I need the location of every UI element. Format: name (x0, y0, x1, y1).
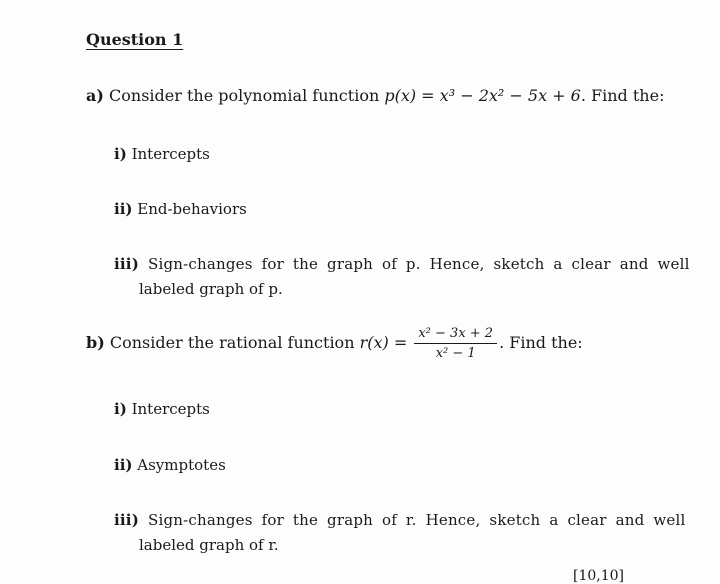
part-a-item-3 (114, 255, 690, 273)
part-a-outro: . Find the: (580, 86, 665, 105)
part-a-item-2-num: ii) (114, 200, 133, 218)
part-a-item-1 (114, 145, 210, 163)
part-b-fraction (414, 326, 497, 361)
part-a-function: p(x) = x³ − 2x² − 5x + 6 (384, 86, 581, 105)
question-title: Question 1 (86, 30, 184, 49)
part-b-item-3-continuation: labeled graph of r. (139, 536, 279, 554)
part-a-item-3-num: iii) (114, 255, 139, 273)
part-b-outro: . Find the: (499, 333, 583, 352)
part-b-item-1-num: i) (114, 400, 127, 418)
part-b-item-1 (114, 400, 210, 418)
part-a-item-3-continuation: labeled graph of p. (139, 280, 283, 298)
part-a-item-2 (114, 200, 247, 218)
marks-allocation: [10,10] (573, 568, 625, 584)
part-a-statement (86, 86, 664, 105)
part-b-function-lhs: r(x) = (359, 333, 408, 352)
part-b-item-3-text: Sign-changes for the graph of r. Hence, sketch a clear and well (147, 511, 686, 529)
part-b-item-3 (114, 511, 686, 529)
part-b-item-2-num: ii) (114, 456, 133, 474)
part-b-numerator: x² − 3x + 2 (414, 326, 497, 344)
part-a-item-2-text: End-behaviors (137, 200, 247, 218)
part-b-label: b) (86, 333, 105, 352)
part-a-item-3-text: Sign-changes for the graph of p. Hence, sketch a clear and well (147, 255, 690, 273)
part-b-denominator: x² − 1 (435, 346, 476, 361)
part-a-label: a) (86, 86, 104, 105)
part-b-item-2-text: Asymptotes (137, 456, 226, 474)
part-b-statement (86, 326, 583, 361)
part-a-item-1-num: i) (114, 145, 127, 163)
part-a-item-1-text: Intercepts (131, 145, 210, 163)
part-b-item-2 (114, 456, 226, 474)
part-b-item-3-num: iii) (114, 511, 139, 529)
part-b-item-1-text: Intercepts (131, 400, 210, 418)
part-a-intro: Consider the polynomial function (109, 86, 380, 105)
part-b-intro: Consider the rational function (109, 333, 355, 352)
